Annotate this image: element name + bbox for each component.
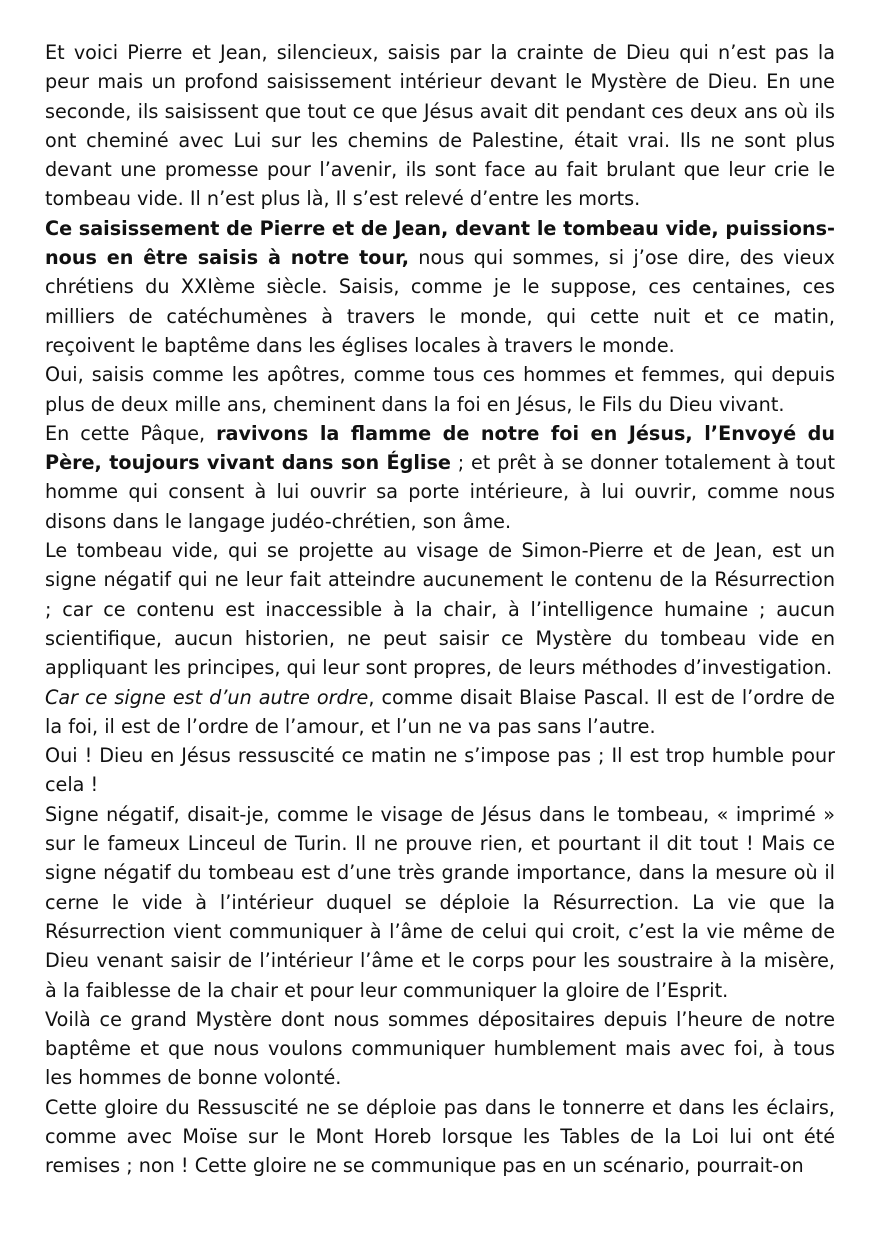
paragraph-10 [45,1093,835,1181]
paragraph-2-bold-text: Ce saisissement de Pierre et de Jean, devant le tombeau vide, puissions-nous en être saisis à notre tour, [45,216,835,270]
paragraph-4-bold-text: ravivons la flamme de notre foi en Jésus, l’Envoyé du Père, toujours vivant dans son Église [45,421,835,475]
paragraph-9 [45,1005,835,1093]
document-page [45,38,835,1241]
paragraph-4-text-lead: En cette Pâque, [45,421,217,445]
paragraph-6 [45,683,835,742]
paragraph-6-text: , comme disait Blaise Pascal. Il est de l’ordre de la foi, il est de l’ordre de l’amour, et l’un ne va pas sans l’autre. [45,685,835,738]
paragraph-5 [45,536,835,682]
paragraph-1-text: Et voici Pierre et Jean, silencieux, saisis par la crainte de Dieu qui n’est pas la peur mais un profond saisissement intérieur devant le Mystère de Dieu. En une seconde, ils saisissent que tout ce que Jésus avait dit pendant ces deux ans où ils ont cheminé avec Lui sur les chemins de Palestine, était vrai. Ils ne sont plus devant une promesse pour l’avenir, ils sont face au fait brulant que leur crie le tombeau vide. Il n’est plus là, Il s’est relevé d’entre les morts. [45,41,835,211]
paragraph-5-text: Le tombeau vide, qui se projette au visage de Simon-Pierre et de Jean, est un signe négatif qui ne leur fait atteindre aucunement le contenu de la Résurrection ; car ce contenu est inaccessible à la chair, à l’intelligence humaine ; aucun scientifique, aucun historien, ne peut saisir ce Mystère du tombeau vide en appliquant les principes, qui leur sont propres, de leurs méthodes d’investigation. [45,539,835,680]
paragraph-7 [45,741,835,800]
paragraph-4-text-tail: ; et prêt à se donner totalement à tout homme qui consent à lui ouvrir sa porte intérieure, à lui ouvrir, comme nous disons dans le langage judéo-chrétien, son âme. [45,451,835,533]
paragraph-1 [45,38,835,214]
paragraph-7-text: Oui ! Dieu en Jésus ressuscité ce matin ne s’impose pas ; Il est trop humble pour cela ! [45,744,835,797]
paragraph-10-text: Cette gloire du Ressuscité ne se déploie pas dans le tonnerre et dans les éclairs, comme avec Moïse sur le Mont Horeb lorsque les Tables de la Loi lui ont été remises ; non ! Cette gloire ne se communique pas en un scénario, pourrait-on [45,1095,835,1178]
paragraph-2 [45,214,835,360]
paragraph-4 [45,419,835,536]
paragraph-9-text: Voilà ce grand Mystère dont nous sommes dépositaires depuis l’heure de notre baptême et que nous voulons communiquer humblement mais avec foi, à tous les hommes de bonne volonté. [45,1007,835,1090]
paragraph-2-text: nous qui sommes, si j’ose dire, des vieux chrétiens du XXIème siècle. Saisis, comme je le suppose, ces centaines, ces milliers de catéchumènes à travers le monde, qui cette nuit et ce matin, reçoivent le baptême dans les églises locales à travers le monde. [45,246,835,357]
paragraph-3 [45,360,835,419]
paragraph-3-text: Oui, saisis comme les apôtres, comme tous ces hommes et femmes, qui depuis plus de deux mille ans, cheminent dans la foi en Jésus, le Fils du Dieu vivant. [45,363,835,416]
paragraph-8-text: Signe négatif, disait-je, comme le visage de Jésus dans le tombeau, « imprimé » sur le fameux Linceul de Turin. Il ne prouve rien, et pourtant il dit tout ! Mais ce signe négatif du tombeau est d’une très grande importance, dans la mesure où il cerne le vide à l’intérieur duquel se déploie la Résurrection. La vie que la Résurrection vient communiquer à l’âme de celui qui croit, c’est la vie même de Dieu venant saisir de l’intérieur l’âme et le corps pour les soustraire à la misère, à la faiblesse de la chair et pour leur communiquer la gloire de l’Esprit. [45,802,835,1002]
paragraph-8 [45,800,835,1005]
paragraph-6-italic-text: Car ce signe est d’un autre ordre [45,685,369,709]
